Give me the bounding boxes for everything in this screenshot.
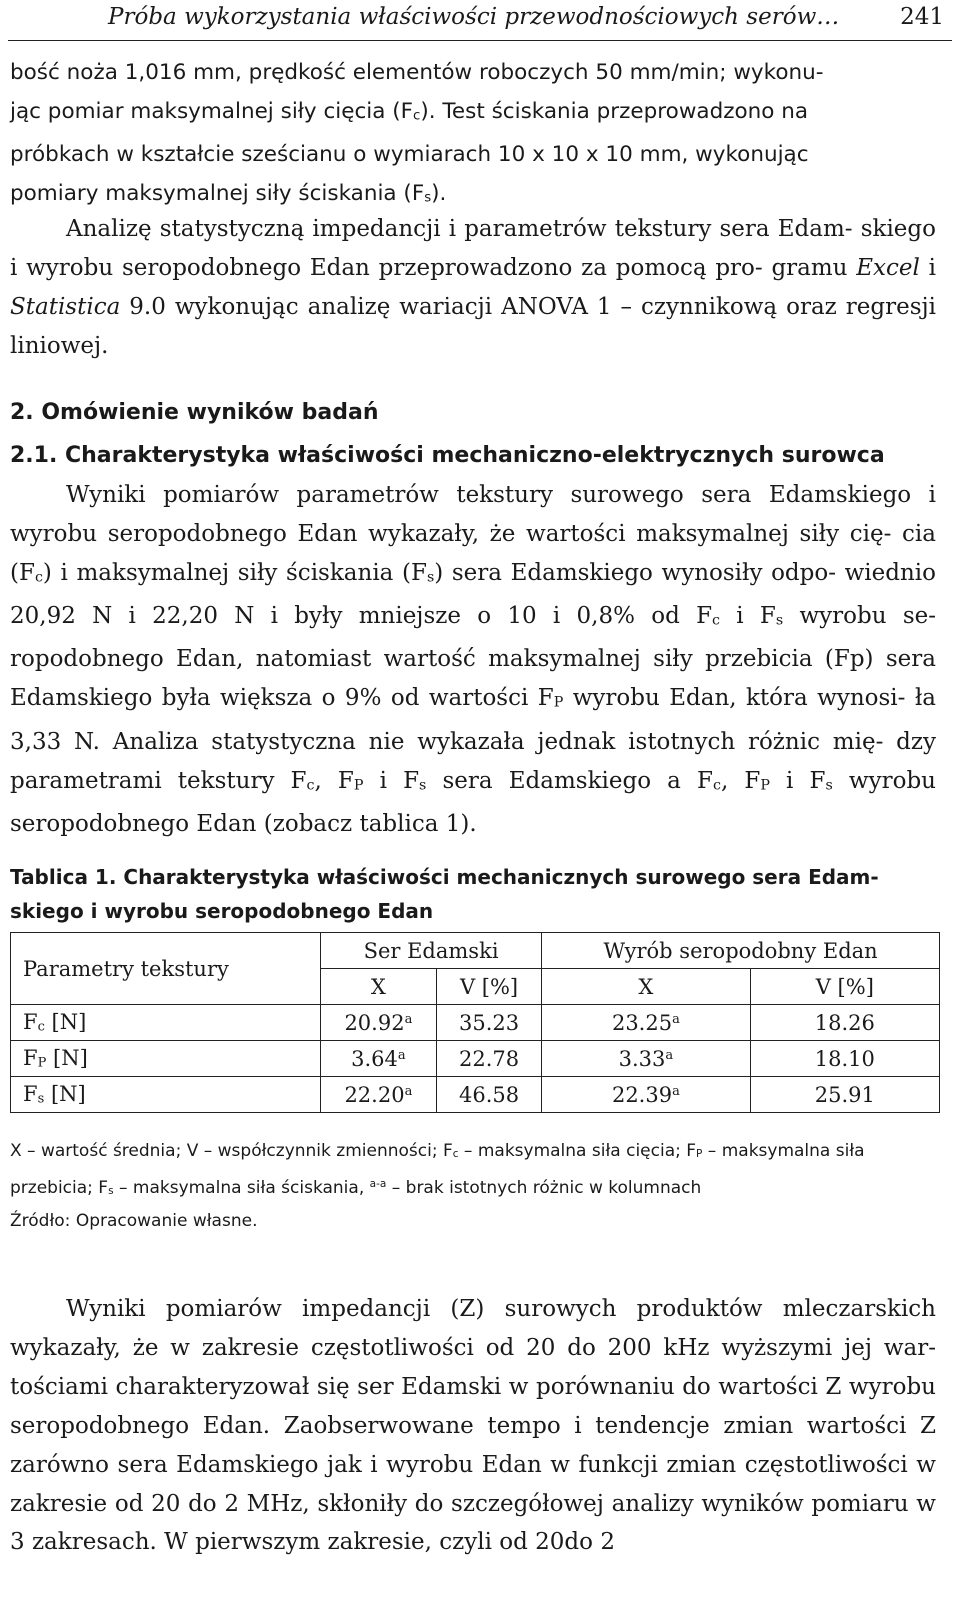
excel-name: Excel — [856, 254, 920, 281]
group-header-edamski: Ser Edamski — [320, 933, 541, 969]
section-heading: 2. Omówienie wyników badań — [10, 400, 379, 425]
subsection-heading: 2.1. Charakterystyka właściwości mechaniczno-elektrycznych surowca — [10, 443, 885, 468]
table-label: Tablica 1. — [10, 865, 117, 889]
cell-x1: 20.92$^a$ — [320, 1005, 436, 1041]
page-header — [8, 0, 952, 41]
methods-paragraph: bość noża 1,016 mm, prędkość elementów roboczych 50 mm/min; wykonu- jąc pomiar maksymalnej siły cięcia (Fc). Test ściskania przeprowadzono na próbkach w kształcie sześcianu o wymiarach 10 x 10 x 10 mm, wykonując pomiary maksymalnej siły ściskania (Fs). — [10, 60, 824, 207]
cell-v1: 46.58 — [436, 1077, 541, 1113]
col-v: V [%] — [750, 969, 939, 1005]
col-x: X — [542, 969, 750, 1005]
table-source: Źródło: Opracowanie własne. — [10, 1210, 258, 1231]
table-legend: X – wartość średnia; V – współczynnik zmienności; Fc – maksymalna siła cięcia; FP – maksymalna siła przebicia; Fs – maksymalna siła ściskania, $^{a-a}$ – brak istotnych różnic w kolumnach — [10, 1141, 865, 1198]
cell-x2: 22.39$^a$ — [542, 1077, 750, 1113]
cell-v2: 18.26 — [750, 1005, 939, 1041]
table-header-row — [11, 933, 940, 969]
param-header: Parametry tekstury — [11, 933, 321, 1005]
impedance-paragraph: Wyniki pomiarów impedancji (Z) surowych produktów mleczarskich wykazały, że w zakresie częstotliwości od 20 do 200 kHz wyższymi jej war- tościami charakteryzował się ser Edamski w porównaniu do wartości Z wyrobu seropodobnego Edan. Zaobserwowane tempo i tendencje zmian wartości Z zarówno sera Edamskiego jak i wyrobu Edan w funkcji zmian częstotliwości w zakresie od 20 do 2 MHz, skłoniły do szczegółowej analizy wyników pomiaru w 3 zakresach. W pierwszym zakresie, czyli od 20do 2 — [10, 1296, 936, 1556]
table-row — [11, 1077, 940, 1113]
running-title: Próba wykorzystania właściwości przewodnościowych serów… — [108, 4, 840, 30]
table-row — [11, 1041, 940, 1077]
statistica-name: Statistica — [10, 293, 121, 320]
table-row — [11, 1005, 940, 1041]
cell-v2: 25.91 — [750, 1077, 939, 1113]
cell-x1: 3.64$^a$ — [320, 1041, 436, 1077]
table-notes — [10, 1136, 936, 1236]
page-number: 241 — [900, 4, 944, 30]
cell-x2: 23.25$^a$ — [542, 1005, 750, 1041]
group-header-edan: Wyrób seropodobny Edan — [542, 933, 940, 969]
row-label: FP [N] — [11, 1041, 321, 1077]
cell-v2: 18.10 — [750, 1041, 939, 1077]
cell-x2: 3.33$^a$ — [542, 1041, 750, 1077]
table-caption: Tablica 1. Charakterystyka właściwości mechanicznych surowego sera Edam- skiego i wyrobu seropodobnego Edan — [10, 865, 879, 923]
col-v: V [%] — [436, 969, 541, 1005]
col-x: X — [320, 969, 436, 1005]
texture-table — [10, 932, 940, 1113]
cell-x1: 22.20$^a$ — [320, 1077, 436, 1113]
cell-v1: 22.78 — [436, 1041, 541, 1077]
row-label: Fs [N] — [11, 1077, 321, 1113]
row-label: Fc [N] — [11, 1005, 321, 1041]
results-paragraph: Wyniki pomiarów parametrów tekstury surowego sera Edamskiego i wyrobu seropodobnego Edan wykazały, że wartości maksymalnej siły cię- cia (Fc) i maksymalnej siły ściskania (Fs) sera Edamskiego wynosiły odpo- wiednio 20,92 N i 22,20 N i były mniejsze o 10 i 0,8% od Fc i Fs wyrobu se- ropodobnego Edan, natomiast wartość maksymalnej siły przebicia (Fp) sera Edamskiego była większa o 9% od wartości FP wyrobu Edan, która wynosi- ła 3,33 N. Analiza statystyczna nie wykazała jednak istotnych różnic mię- dzy parametrami tekstury Fc, FP i Fs sera Edamskiego a Fc, FP i Fs wyrobu seropodobnego Edan (zobacz tablica 1). — [10, 482, 937, 837]
cell-v1: 35.23 — [436, 1005, 541, 1041]
statistics-paragraph: Analizę statystyczną impedancji i parametrów tekstury sera Edam- skiego i wyrobu seropodobnego Edan przeprowadzono za pomocą pro- gramu Excel i Statistica 9.0 wykonując analizę wariacji ANOVA 1 – czynnikową oraz regresji liniowej. — [10, 216, 936, 359]
